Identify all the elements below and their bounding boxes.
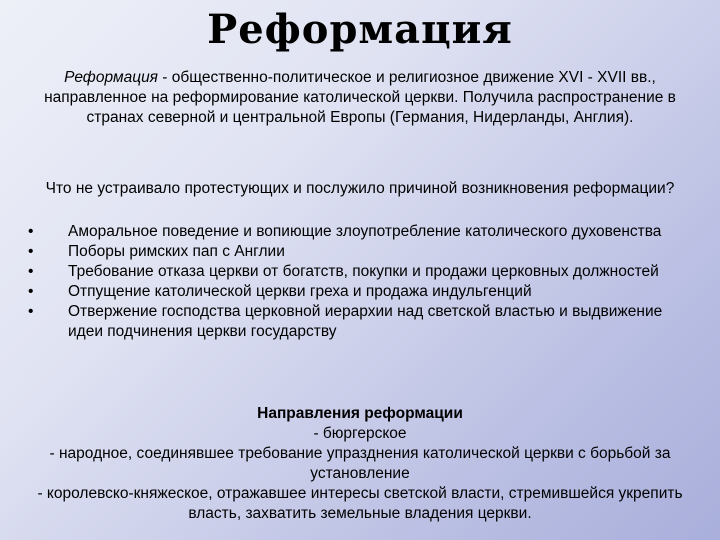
- definition-text: - общественно-политическое и религиозное движение XVI - XVII вв., направленное на реформирование католической церкви. Получила распространение в странах северной и центральной Европы (Германия, Нидерланды, Англия).: [44, 69, 676, 126]
- list-item-text: Отвержение господства церковной иерархии над светской властью и выдвижение идеи подчинения церкви государству: [68, 303, 663, 340]
- list-item: [28, 262, 668, 282]
- definition-paragraph: [40, 68, 680, 128]
- list-item-text: Поборы римских пап с Англии: [68, 243, 285, 260]
- directions-section: [20, 404, 700, 524]
- list-item: [28, 222, 668, 242]
- list-item-text: Отпущение католической церкви греха и продажа индульгенций: [68, 283, 532, 300]
- list-item: [28, 282, 668, 302]
- list-item: [28, 302, 668, 342]
- list-item: [28, 242, 668, 262]
- list-item-text: Требование отказа церкви от богатств, покупки и продажи церковных должностей: [68, 263, 659, 280]
- definition-term: Реформация: [64, 69, 158, 86]
- causes-list: [28, 222, 668, 342]
- slide-title: Реформация: [207, 6, 513, 53]
- bullet: •: [28, 283, 34, 300]
- list-item-text: Аморальное поведение и вопиющие злоупотребление католического духовенства: [68, 223, 662, 240]
- direction-item: - бюргерское: [313, 425, 407, 442]
- bullet: •: [28, 303, 34, 320]
- direction-item: - народное, соединявшее требование упразднения католической церкви с борьбой за установление: [49, 445, 671, 482]
- bullet: •: [28, 263, 34, 280]
- question-text: Что не устраивало протестующих и послужило причиной возникновения реформации?: [45, 180, 675, 197]
- directions-heading: Направления реформации: [257, 405, 463, 422]
- bullet: •: [28, 243, 34, 260]
- direction-item: - королевско-княжеское, отражавшее интересы светской власти, стремившейся укрепить власть, захватить земельные владения церкви.: [37, 485, 683, 522]
- bullet: •: [28, 223, 34, 240]
